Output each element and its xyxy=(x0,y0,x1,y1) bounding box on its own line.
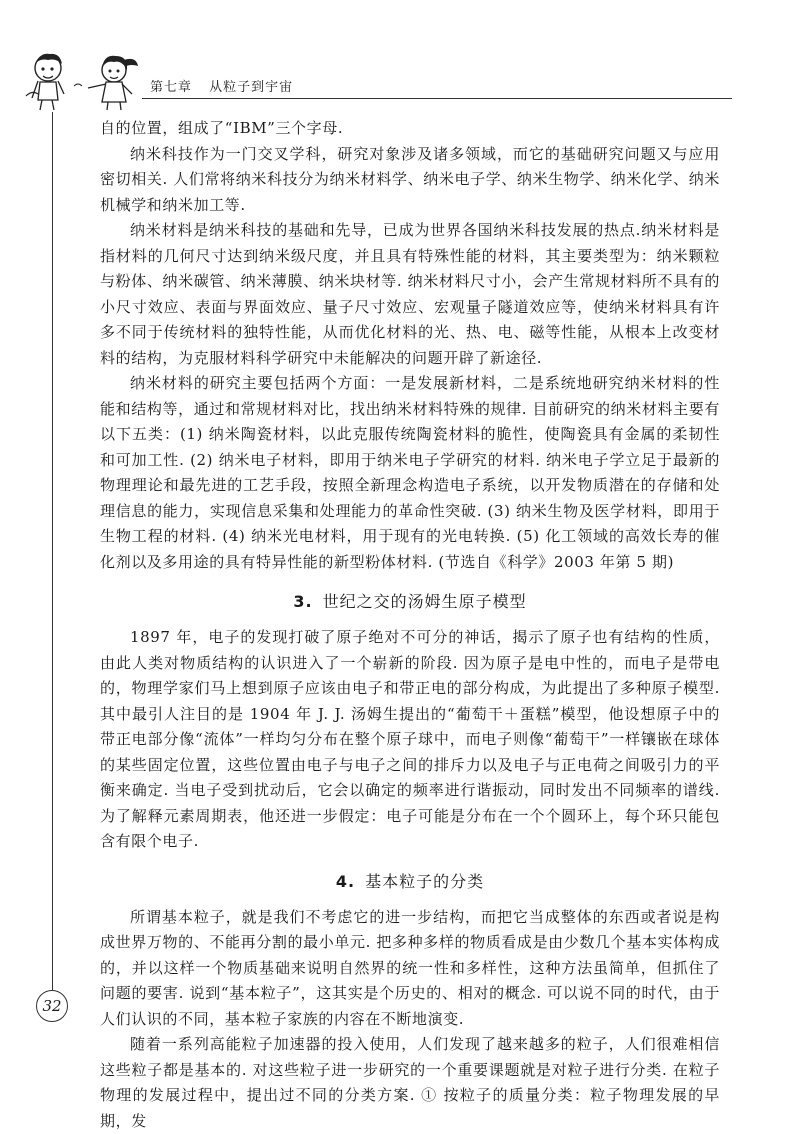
page-header xyxy=(0,40,800,110)
chapter-title: 从粒子到宇宙 xyxy=(209,80,294,95)
chapter-heading xyxy=(150,76,305,95)
section-number: 3. xyxy=(293,592,313,611)
paragraph: 随着一系列高能粒子加速器的投入使用，人们发现了越来越多的粒子，人们很难相信这些粒子都是基本的. 对这些粒子进一步研究的一个重要课题就是对粒子进行分类. 在粒子物理的发展过程中，提出过不同的分类方案. ① 按粒子的质量分类：粒子物理发展的早期，发 xyxy=(100,1035,720,1130)
paragraph: 纳米材料是纳米科技的基础和先导，已成为世界各国纳米科技发展的热点.纳米材料是指材料的几何尺寸达到纳米级尺度，并且具有特殊性能的材料，其主要类型为：纳米颗粒与粉体、纳米碳管、纳米薄膜、纳米块材等. 纳米材料尺寸小，会产生常规材料所不具有的小尺寸效应、表面与界面效应、量子尺寸效应、宏观量子隧道效应等，使纳米材料具有许多不同于传统材料的独特性能，从而优化材料的光、热、电、磁等性能，从根本上改变材料的结构，为克服材料科学研究中未能解决的问题开辟了新途径. xyxy=(100,221,720,367)
chapter-number: 第七章 xyxy=(150,80,193,95)
paragraph: 所谓基本粒子，就是我们不考虑它的进一步结构，而把它当成整体的东西或者说是构成世界万物的、不能再分割的最小单元. 把多种多样的物质看成是由少数几个基本实体构成的，并以这样一个物质基础来说明自然界的统一性和多样性，这种方法虽简单，但抓住了问题的要害. 说到“基本粒子”，这其实是个历史的、相对的概念. 可以说不同的时代，由于人们认识的不同，基本粒子家族的内容在不断地演变. xyxy=(100,907,720,1028)
section-heading xyxy=(100,869,720,892)
section-title: 基本粒子的分类 xyxy=(365,871,485,891)
section-number: 4. xyxy=(335,871,356,891)
page-number: 32 xyxy=(36,990,68,1022)
paragraph: 纳米科技作为一门交叉学科，研究对象涉及诸多领域，而它的基础研究问题又与应用密切相关. 人们常将纳米科技分为纳米材料学、纳米电子学、纳米生物学、纳米化学、纳米机械学和纳米加工等. xyxy=(100,144,720,214)
paragraph: 1897 年，电子的发现打破了原子绝对不可分的神话，揭示了原子也有结构的性质，由此人类对物质结构的认识进入了一个崭新的阶段. 因为原子是电中性的，而电子是带电的，物理学家们马上想到原子应该由电子和带正电的部分构成，为此提出了多种原子模型. 其中最引人注目的是 1904 年 J. J. 汤姆生提出的“葡萄干＋蛋糕”模型，他设想原子中的带正电部分像“流体”一样均匀分布在整个原子球中，而电子则像“葡萄干”一样镶嵌在球体的某些固定位置，这些位置由电子与电子之间的排斥力以及电子与正电荷之间吸引力的平衡来确定. 当电子受到扰动后，它会以确定的频率进行谐振动，同时发出不同频率的谱线. 为了解释元素周期表，他还进一步假定：电子可能是分布在一个个圆环上，每个环只能包含有限个电子. xyxy=(100,628,720,850)
cartoon-children-icon xyxy=(18,50,150,112)
margin-line xyxy=(52,112,53,992)
section-heading xyxy=(100,589,720,612)
header-rule xyxy=(142,98,732,99)
paragraph: 纳米材料的研究主要包括两个方面：一是发展新材料，二是系统地研究纳米材料的性能和结构等，通过和常规材料对比，找出纳米材料特殊的规律. 目前研究的纳米材料主要有以下五类：(1) 纳米陶瓷材料，以此克服传统陶瓷材料的脆性，使陶瓷具有金属的柔韧性和可加工性. (2) 纳米电子材料，即用于纳米电子学研究的材料. 纳米电子学立足于最新的物理理论和最先进的工艺手段，按照全新理念构造电子系统，以开发物质潜在的存储和处理信息的能力，实现信息采集和处理能力的革命性突破. (3) 纳米生物及医学材料，即用于生物工程的材料. (4) 纳米光电材料，用于现有的光电转换. (5) 化工领域的高效长寿的催化剂以及多用途的具有特异性能的新型粉体材料. (节选自《科学》2003 年第 5 期) xyxy=(100,374,720,571)
paragraph: 自的位置，组成了“IBM”三个字母. xyxy=(100,119,344,137)
body-text xyxy=(100,116,720,1134)
section-title: 世纪之交的汤姆生原子模型 xyxy=(322,592,527,611)
